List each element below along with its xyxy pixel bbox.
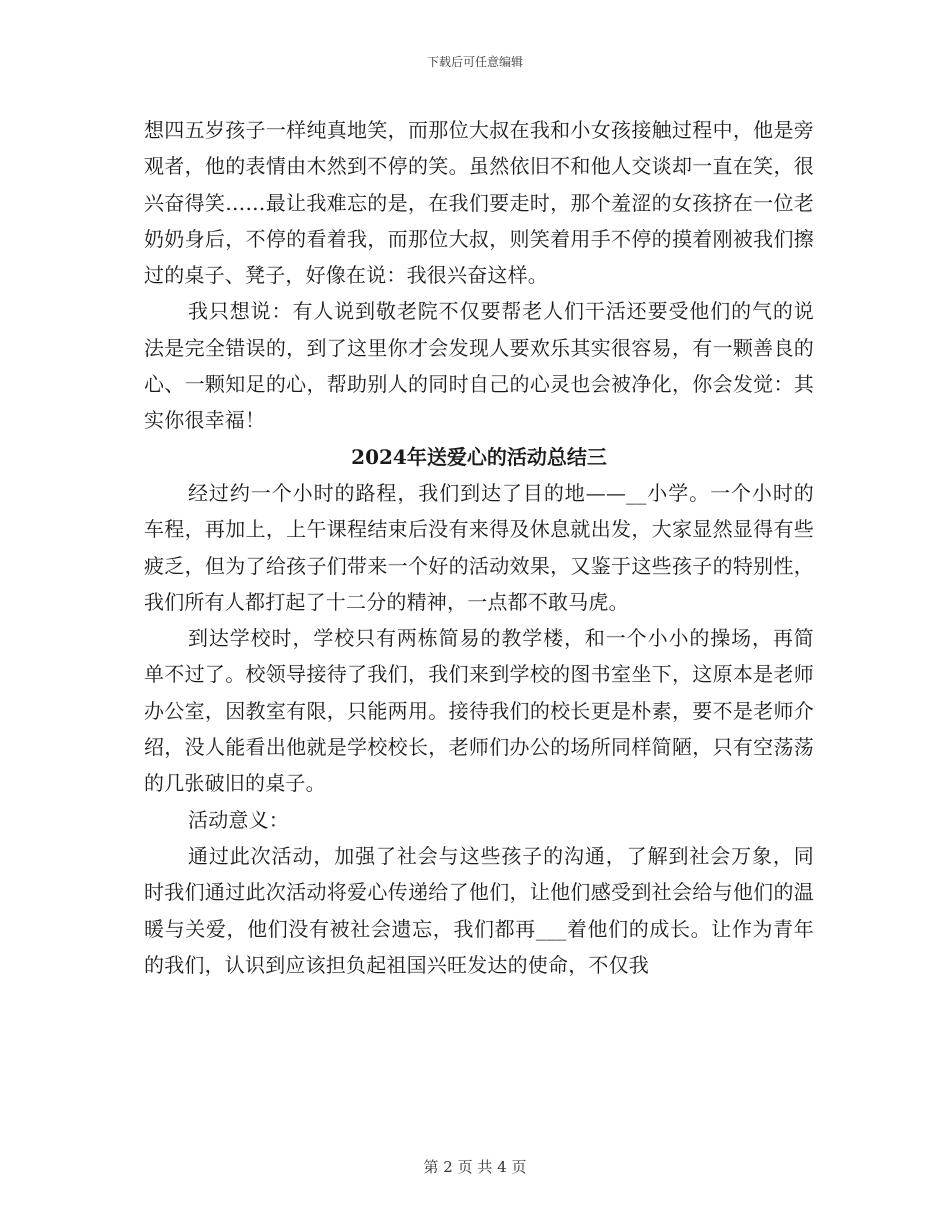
paragraph-significance-heading: 活动意义： (188, 807, 289, 832)
paragraph-school: 到达学校时，学校只有两栋简易的教学楼，和一个小小的操场，再简单不过了。校领导接待了我们，我们来到学校的图书室坐下，这原本是老师办公室，因教室有限，只能两用。接待我们的校长更是朴素，要不是老师介绍，没人能看出他就是学校校长，老师们办公的场所同样简陋，只有空荡荡的几张破旧的桌子。 (144, 626, 814, 796)
paragraph-significance: 通过此次活动，加强了社会与这些孩子的沟通，了解到社会万象，同时我们通过此次活动将爱心传递给了他们，让他们感受到社会给与他们的温暖与关爱，他们没有被社会遗忘，我们都再___着他们的成长。让作为青年的我们，认识到应该担负起祖国兴旺发达的使命，不仅我 (144, 843, 814, 977)
page-footer: 第 2 页 共 4 页 (423, 1158, 527, 1176)
section-title: 2024年送爱心的活动总结三 (351, 444, 607, 469)
page-header: 下载后可任意编辑 (426, 55, 523, 69)
paragraph-arrival: 经过约一个小时的路程，我们到达了目的地——__小学。一个小时的车程，再加上，上午课程结束后没有来得及休息就出发，大家显然显得有些疲乏，但为了给孩子们带来一个好的活动效果，又鉴于这些孩子的特别性，我们所有人都打起了十二分的精神，一点都不敢马虎。 (144, 480, 814, 614)
paragraph-reflection: 我只想说：有人说到敬老院不仅要帮老人们干活还要受他们的气的说法是完全错误的，到了这里你才会发现人要欢乐其实很容易，有一颗善良的心、一颗知足的心，帮助别人的同时自己的心灵也会被净化，你会发觉：其实你很幸福！ (144, 299, 814, 433)
paragraph-continued: 想四五岁孩子一样纯真地笑，而那位大叔在我和小女孩接触过程中，他是旁观者，他的表情由木然到不停的笑。虽然依旧不和他人交谈却一直在笑，很兴奋得笑……最让我难忘的是，在我们要走时，那个羞涩的女孩挤在一位老奶奶身后，不停的看着我，而那位大叔，则笑着用手不停的摸着刚被我们擦过的桌子、凳子，好像在说：我很兴奋这样。 (144, 118, 814, 288)
document-body (144, 112, 814, 983)
